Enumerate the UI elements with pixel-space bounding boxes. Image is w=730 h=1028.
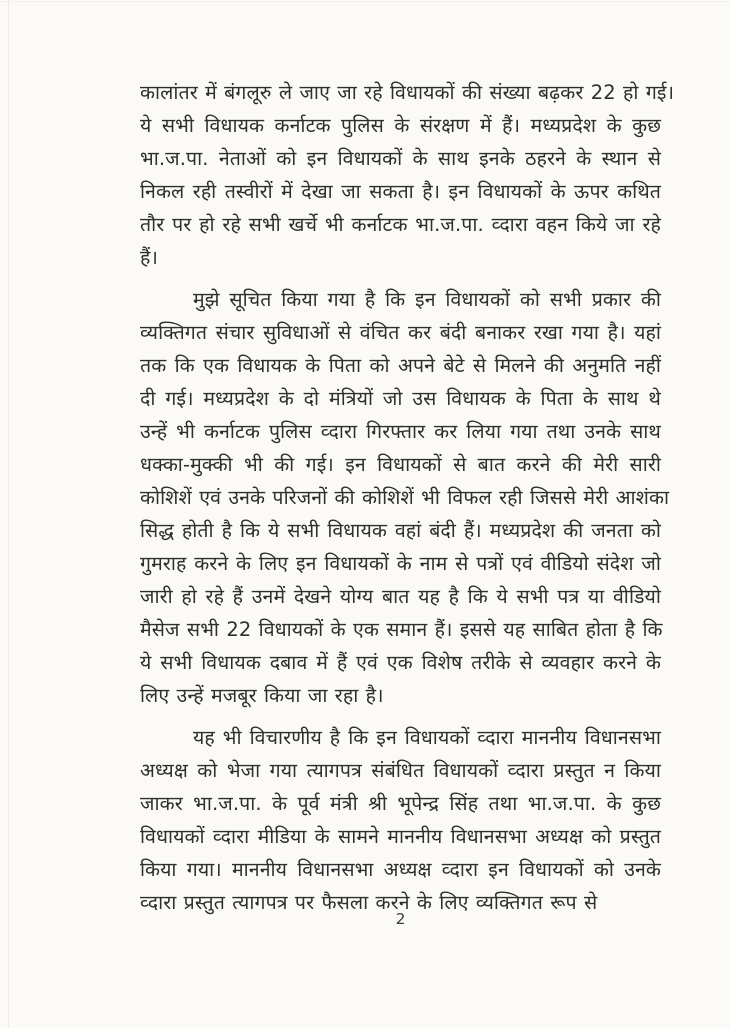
text-line: दी गई। मध्यप्रदेश के दो मंत्रियों जो उस विधायक के पिता के साथ थे [140, 387, 661, 410]
text-line: लिए उन्हें मजबूर किया जा रहा है। [140, 684, 384, 707]
text-line: निकल रही तस्वीरों में देखा जा सकता है। इन विधायकों के ऊपर कथित [140, 180, 661, 203]
text-line: सिद्ध होती है कि ये सभी विधायक वहां बंदी हैं। मध्यप्रदेश की जनता को [140, 519, 661, 542]
text-line: गुमराह करने के लिए इन विधायकों के नाम से पत्रों एवं वीडियो संदेश जो [140, 552, 661, 575]
text-line: मैसेज सभी 22 विधायकों के एक समान हैं। इससे यह साबित होता है कि [140, 618, 663, 641]
paragraphs [140, 76, 675, 919]
paragraph [140, 721, 661, 919]
text-line: भा.ज.पा. नेताओं को इन विधायकों के साथ इनके ठहरने के स्थान से [140, 147, 661, 170]
text-line: तौर पर हो रहे सभी खर्चे भी कर्नाटक भा.ज.पा. व्दारा वहन किये जा रहे [140, 213, 661, 236]
text-line: हैं। [140, 246, 158, 269]
paragraph [140, 76, 675, 274]
paragraph [140, 283, 670, 712]
text-line: मुझे सूचित किया गया है कि इन विधायकों को सभी प्रकार की [193, 288, 661, 311]
scan-edge-artifact [0, 1, 730, 2]
text-line: व्दारा प्रस्तुत त्यागपत्र पर फैसला करने के लिए व्यक्तिगत रूप से [140, 891, 598, 914]
text-line: ये सभी विधायक दबाव में हैं एवं एक विशेष तरीके से व्यवहार करने के [140, 651, 661, 674]
page-number: 2 [395, 910, 406, 928]
text-line: तक कि एक विधायक के पिता को अपने बेटे से मिलने की अनुमति नहीं [140, 354, 661, 377]
text-line: व्यक्तिगत संचार सुविधाओं से वंचित कर बंदी बनाकर रखा गया है। यहां [140, 321, 661, 344]
text-line: यह भी विचारणीय है कि इन विधायकों व्दारा माननीय विधानसभा [193, 726, 661, 749]
scan-edge-artifact [8, 0, 9, 1028]
text-line: कोशिशें एवं उनके परिजनों की कोशिशें भी विफल रही जिससे मेरी आशंका [140, 486, 670, 509]
text-line: जारी हो रहे हैं उनमें देखने योग्य बात यह है कि ये सभी पत्र या वीडियो [140, 585, 661, 608]
text-line: विधायकों व्दारा मीडिया के सामने माननीय विधानसभा अध्यक्ष को प्रस्तुत [140, 825, 661, 848]
text-line: किया गया। माननीय विधानसभा अध्यक्ष व्दारा इन विधायकों को उनके [140, 858, 661, 881]
text-line: जाकर भा.ज.पा. के पूर्व मंत्री श्री भूपेन्द्र सिंह तथा भा.ज.पा. के कुछ [140, 792, 661, 815]
text-line: अध्यक्ष को भेजा गया त्यागपत्र संबंधित विधायकों व्दारा प्रस्तुत न किया [140, 759, 661, 782]
text-line: कालांतर में बंगलूरु ले जाए जा रहे विधायकों की संख्या बढ़कर 22 हो गई। [140, 81, 675, 104]
page-content [140, 76, 675, 928]
text-line: ये सभी विधायक कर्नाटक पुलिस के संरक्षण में हैं। मध्यप्रदेश के कुछ [140, 114, 661, 137]
text-line: धक्का-मुक्की भी की गई। इन विधायकों से बात करने की मेरी सारी [140, 453, 661, 476]
text-line: उन्हें भी कर्नाटक पुलिस व्दारा गिरफ्तार कर लिया गया तथा उनके साथ [140, 420, 661, 443]
